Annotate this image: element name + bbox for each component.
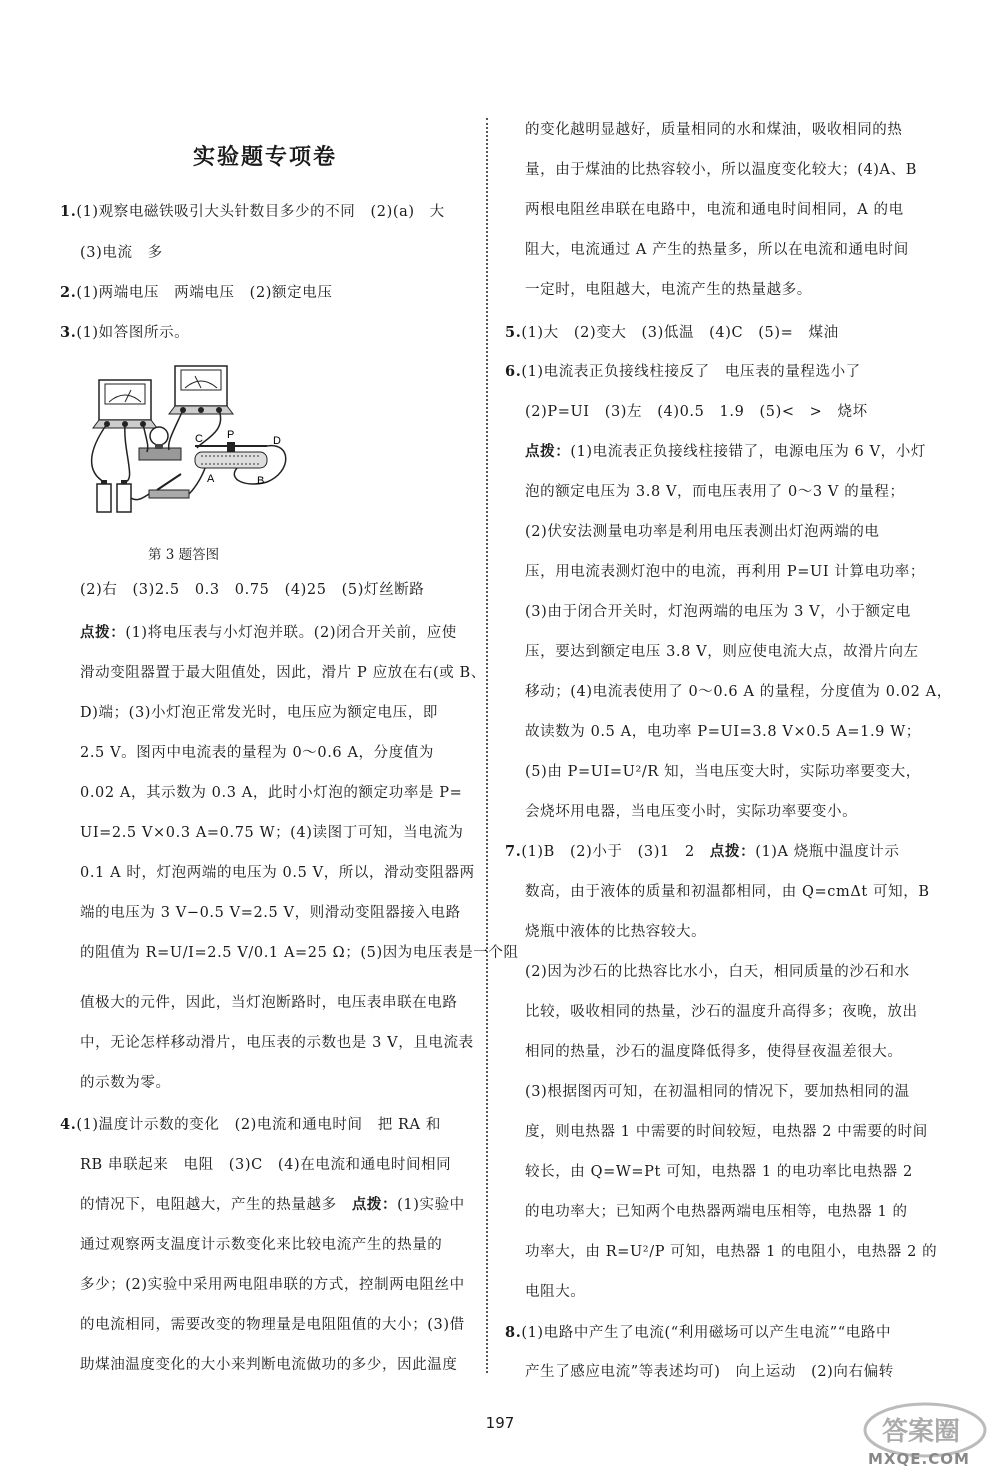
line-text: 值极大的元件，因此，当灯泡断路时，电压表串联在电路 xyxy=(80,995,458,1011)
text-line xyxy=(80,1275,465,1295)
text-line xyxy=(525,1242,937,1262)
line-text: (1)B (2)小于 (3)1 2 xyxy=(521,844,710,860)
line-text: 通过观察两支温度计示数变化来比较电流产生的热量的 xyxy=(80,1237,443,1253)
text-line xyxy=(525,1362,894,1382)
line-text: 端的电压为 3 V−0.5 V=2.5 V，则滑动变阻器接入电路 xyxy=(80,905,461,921)
line-text: 烧瓶中液体的比热容较大。 xyxy=(525,924,707,940)
line-text: 移动；(4)电流表使用了 0～0.6 A 的量程，分度值为 0.02 A， xyxy=(525,684,952,700)
text-line xyxy=(80,993,458,1013)
page-title: 实验题专项卷 xyxy=(192,145,337,170)
text-line xyxy=(80,1033,474,1053)
text-line xyxy=(80,1235,442,1255)
text-line xyxy=(525,762,921,782)
line-text: (1)电流表正负接线柱接错了，电源电压为 6 V，小灯 xyxy=(570,444,926,460)
line-text: 故读数为 0.5 A，电功率 P=UI=3.8 V×0.5 A=1.9 W； xyxy=(525,724,921,740)
line-text: (1)电流表正负接线柱接反了 电压表的量程选小了 xyxy=(521,364,861,380)
text-line xyxy=(80,863,475,883)
line-text: (1)实验中 xyxy=(397,1197,465,1213)
line-text: 压，要达到额定电压 3.8 V，则应使电流大点，故滑片向左 xyxy=(525,644,919,660)
text-line xyxy=(505,362,861,382)
text-line xyxy=(525,280,812,300)
text-line xyxy=(525,922,706,942)
label-b: B xyxy=(257,475,265,487)
question-number: 6. xyxy=(505,363,522,380)
line-text: (1)电路中产生了电流(“利用磁场可以产生电流”“电路中 xyxy=(521,1325,892,1341)
text-line xyxy=(80,1195,465,1215)
text-line xyxy=(525,882,930,902)
text-line xyxy=(80,943,519,963)
text-line xyxy=(525,240,909,260)
line-text: 电阻大。 xyxy=(525,1284,586,1300)
text-line xyxy=(525,1282,585,1302)
text-line xyxy=(525,1002,918,1022)
text-line xyxy=(525,442,926,462)
text-line xyxy=(525,160,917,180)
line-text: 功率大，由 R=U²/P 可知，电热器 1 的电阻小，电热器 2 的 xyxy=(525,1244,938,1260)
figure-caption: 第 3 题答图 xyxy=(148,547,220,563)
text-line xyxy=(525,522,880,542)
hint-label: 点拨： xyxy=(525,443,571,460)
text-line xyxy=(80,903,461,923)
text-line xyxy=(525,402,868,422)
hint-label: 点拨： xyxy=(709,843,756,860)
line-text: (5)由 P=UI=U²/R 知，当电压变大时，实际功率要变大， xyxy=(525,764,921,780)
line-text: 较长，由 Q=W=Pt 可知，电热器 1 的电功率比电热器 2 xyxy=(525,1164,913,1180)
text-line xyxy=(505,842,900,862)
text-line xyxy=(80,1073,171,1093)
line-text: (1)如答图所示。 xyxy=(76,325,190,341)
line-text: 的电功率大；已知两个电热器两端电压相等，电热器 1 的 xyxy=(525,1204,908,1220)
line-text: 的变化越明显越好，质量相同的水和煤油，吸收相同的热 xyxy=(525,122,903,138)
line-text: (1)将电压表与小灯泡并联。(2)闭合开关前，应使 xyxy=(125,625,457,641)
text-line xyxy=(525,200,904,220)
label-a: A xyxy=(207,473,215,485)
text-line xyxy=(525,120,903,140)
text-line xyxy=(80,823,464,843)
line-text: 的情况下，电阻越大，产生的热量越多 xyxy=(80,1197,352,1213)
line-text: (1)大 (2)变大 (3)低温 (4)C (5)= 煤油 xyxy=(521,325,839,341)
line-text: 多少；(2)实验中采用两电阻串联的方式，控制两电阻丝中 xyxy=(80,1277,465,1293)
line-text: 0.02 A，其示数为 0.3 A，此时小灯泡的额定功率是 P= xyxy=(80,785,463,801)
question-number: 1. xyxy=(60,203,77,220)
line-text: 压，用电流表测灯泡中的电流，再利用 P=UI 计算电功率； xyxy=(525,564,925,580)
line-text: (1)温度计示数的变化 (2)电流和通电时间 把 RA 和 xyxy=(76,1117,441,1133)
text-line xyxy=(80,783,462,803)
text-line xyxy=(525,1162,913,1182)
text-line xyxy=(80,703,438,723)
line-text: 2.5 V。图丙中电流表的量程为 0～0.6 A，分度值为 xyxy=(80,745,435,761)
question-number: 7. xyxy=(505,843,522,860)
text-line xyxy=(505,323,839,343)
line-text: RB 串联起来 电阻 (3)C (4)在电流和通电时间相同 xyxy=(80,1157,452,1173)
line-text: 中，无论怎样移动滑片，电压表的示数也是 3 V，且电流表 xyxy=(80,1035,474,1051)
text-line xyxy=(80,243,163,263)
line-text: (2)右 (3)2.5 0.3 0.75 (4)25 (5)灯丝断路 xyxy=(80,582,425,598)
line-text: 度，则电热器 1 中需要的时间较短，电热器 2 中需要的时间 xyxy=(525,1124,928,1140)
text-line xyxy=(525,1202,908,1222)
line-text: (1)观察电磁铁吸引大头针数目多少的不同 (2)(a) 大 xyxy=(76,204,445,220)
line-text: (1)两端电压 两端电压 (2)额定电压 xyxy=(76,285,333,301)
text-line xyxy=(525,1082,910,1102)
line-text: 0.1 A 时，灯泡两端的电压为 0.5 V，所以，滑动变阻器两 xyxy=(80,865,475,881)
line-text: (3)电流 多 xyxy=(80,245,163,261)
question-number: 3. xyxy=(60,324,77,341)
line-text: UI=2.5 V×0.3 A=0.75 W；(4)读图丁可知，当电流为 xyxy=(80,825,464,841)
text-line xyxy=(525,722,921,742)
circuit-figure xyxy=(77,362,302,522)
line-text: 的阻值为 R=U/I=2.5 V/0.1 A=25 Ω；(5)因为电压表是一个阻 xyxy=(80,945,519,961)
line-text: (2)伏安法测量电功率是利用电压表测出灯泡两端的电 xyxy=(525,524,880,540)
text-line xyxy=(525,1122,928,1142)
line-text: 泡的额定电压为 3.8 V，而电压表用了 0～3 V 的量程； xyxy=(525,484,905,500)
line-text: 数高，由于液体的质量和初温都相同，由 Q=cmΔt 可知，B xyxy=(525,884,930,900)
text-line xyxy=(80,1315,465,1335)
line-text: 的示数为零。 xyxy=(80,1075,171,1091)
text-line xyxy=(60,1115,441,1135)
line-text: 比较，吸收相同的热量，沙石的温度升高得多；夜晚，放出 xyxy=(525,1004,918,1020)
text-line xyxy=(60,283,332,303)
line-text: 量，由于煤油的比热容较小，所以温度变化较大；(4)A、B xyxy=(525,162,917,178)
line-text: 一定时，电阻越大，电流产生的热量越多。 xyxy=(525,282,812,298)
line-text: 阻大，电流通过 A 产生的热量多，所以在电流和通电时间 xyxy=(525,242,909,258)
line-text: (3)由于闭合开关时，灯泡两端的电压为 3 V，小于额定电 xyxy=(525,604,911,620)
line-text: 滑动变阻器置于最大阻值处，因此，滑片 P 应放在右(或 B、 xyxy=(80,665,486,681)
text-line xyxy=(525,602,911,622)
line-text: 两根电阻丝串联在电路中，电流和通电时间相同，A 的电 xyxy=(525,202,904,218)
text-line xyxy=(505,1323,891,1343)
label-d: D xyxy=(273,435,281,447)
text-line xyxy=(80,1355,458,1375)
line-text: (2)P=UI (3)左 (4)0.5 1.9 (5)< > 烧坏 xyxy=(525,404,868,420)
line-text: (3)根据图丙可知，在初温相同的情况下，要加热相同的温 xyxy=(525,1084,910,1100)
text-line xyxy=(80,580,424,600)
text-line xyxy=(525,1042,903,1062)
watermark-url: MXQE.COM xyxy=(868,1450,970,1468)
line-text: 会烧坏用电器，当电压变小时，实际功率要变小。 xyxy=(525,804,858,820)
question-number: 2. xyxy=(60,284,77,301)
column-divider xyxy=(486,118,488,1373)
line-text: (1)A 烧瓶中温度计示 xyxy=(755,844,900,860)
line-text: 相同的热量，沙石的温度降低得多，使得昼夜温差很大。 xyxy=(525,1044,903,1060)
line-text: 产生了感应电流”等表述均可) 向上运动 (2)向右偏转 xyxy=(525,1364,894,1380)
text-line xyxy=(525,962,910,982)
line-text: 助煤油温度变化的大小来判断电流做功的多少，因此温度 xyxy=(80,1357,458,1373)
hint-label: 点拨： xyxy=(351,1196,398,1213)
line-text: D)端；(3)小灯泡正常发光时，电压应为额定电压，即 xyxy=(80,705,438,721)
page-number: 197 xyxy=(485,1414,515,1432)
text-line xyxy=(525,682,952,702)
line-text: 的电流相同，需要改变的物理量是电阻阻值的大小；(3)借 xyxy=(80,1317,465,1333)
label-p: P xyxy=(227,429,235,441)
question-number: 8. xyxy=(505,1324,522,1341)
question-number: 5. xyxy=(505,324,522,341)
text-line xyxy=(80,623,457,643)
text-line xyxy=(80,743,434,763)
text-line xyxy=(60,202,445,222)
hint-label: 点拨： xyxy=(80,624,126,641)
text-line xyxy=(80,1155,451,1175)
line-text: (2)因为沙石的比热容比水小，白天，相同质量的沙石和水 xyxy=(525,964,910,980)
text-line xyxy=(80,663,486,683)
label-c: C xyxy=(195,433,203,445)
text-line xyxy=(525,482,905,502)
text-line xyxy=(60,323,189,343)
text-line xyxy=(525,802,857,822)
text-line xyxy=(525,642,919,662)
text-line xyxy=(525,562,925,582)
question-number: 4. xyxy=(60,1116,77,1133)
watermark-logo-text: 答案圈 xyxy=(882,1417,961,1447)
